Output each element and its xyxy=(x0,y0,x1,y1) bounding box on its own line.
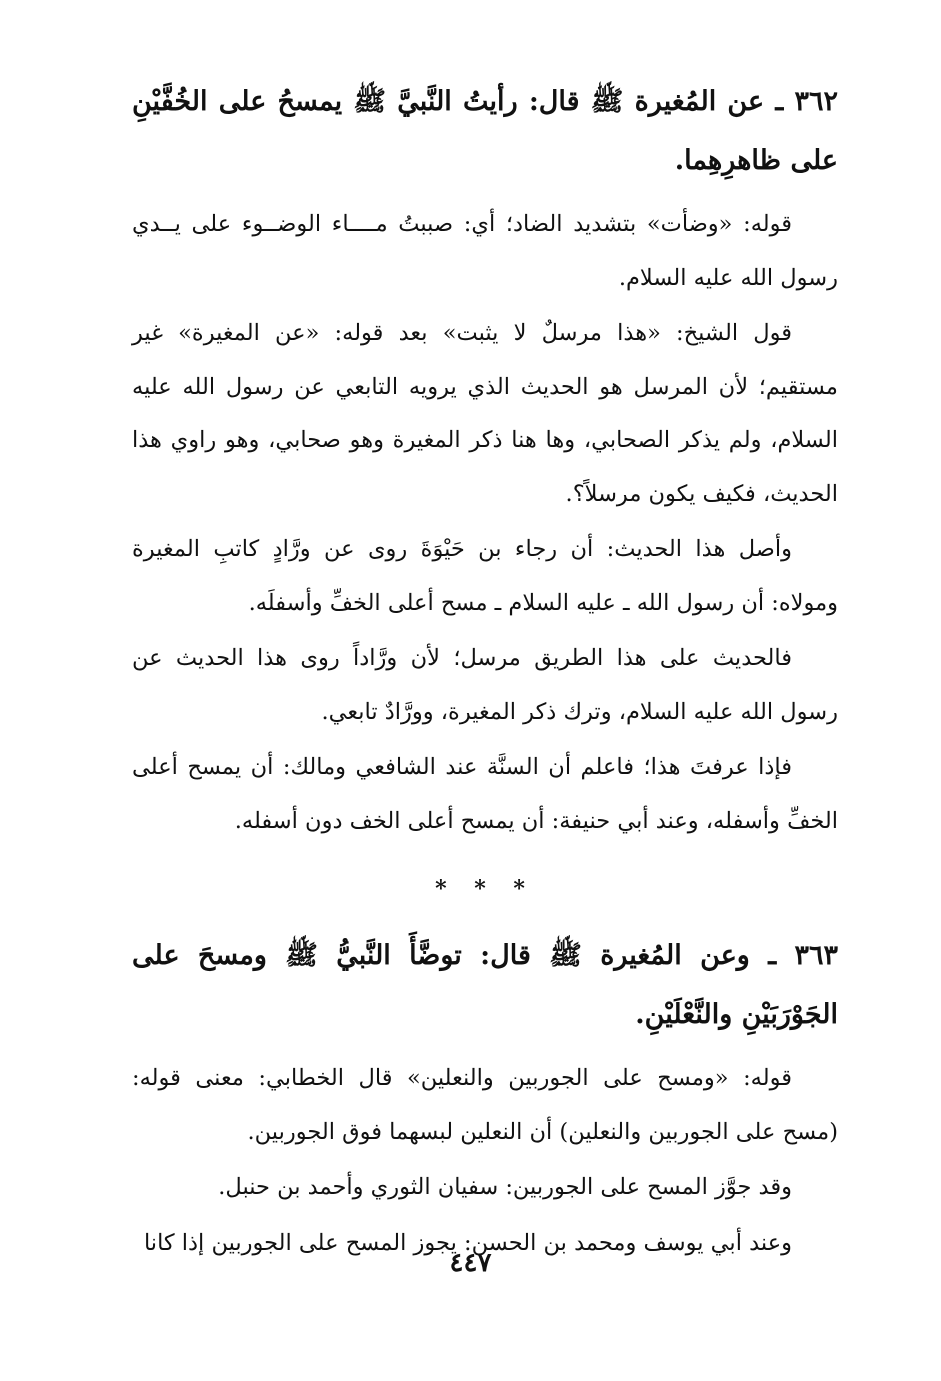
commentary-paragraph: قوله: «ومسح على الجوربين والنعلين» قال الخطابي: معنى قوله: (مسح على الجوربين والنعلين) أن النعلين لبسهما فوق الجوربين. xyxy=(132,1065,838,1145)
section-separator: * * * xyxy=(435,876,535,902)
commentary-paragraph: قوله: «وضأت» بتشديد الضاد؛ أي: صببتُ مــــاء الوضــوء على يــدي رسول الله عليه السلام. xyxy=(132,211,838,291)
commentary-paragraph: قول الشيخ: «هذا مرسلٌ لا يثبت» بعد قوله: «عن المغيرة» غير مستقيم؛ لأن المرسل هو الحديث الذي يرويه التابعي عن رسول الله عليه السلام، ولم يذكر الصحابي، وها هنا ذكر المغيرة وهو صحابي، وهو راوي هذا الحديث، فكيف يكون مرسلاً؟. xyxy=(132,320,838,507)
hadith-363-text: ٣٦٣ ـ وعن المُغيرة ﷺ قال: توضَّأَ النَّبيُّ ﷺ ومسحَ على الجَوْرَبَيْنِ والنَّعْلَيْنِ. xyxy=(132,940,838,1030)
commentary-paragraph: فالحديث على هذا الطريق مرسل؛ لأن ورَّاداً روى هذا الحديث عن رسول الله عليه السلام، وترك ذكر المغيرة، وورَّادٌ تابعي. xyxy=(132,645,838,725)
page-number: ٤٤٧ xyxy=(449,1248,492,1278)
commentary-paragraph: وقد جوَّز المسح على الجوربين: سفيان الثوري وأحمد بن حنبل. xyxy=(218,1174,792,1200)
page-body xyxy=(132,72,838,1272)
commentary-paragraph: فإذا عرفتَ هذا؛ فاعلم أن السنَّة عند الشافعي ومالك: أن يمسح أعلى الخفِّ وأسفله، وعند أبي حنيفة: أن يمسح أعلى الخف دون أسفله. xyxy=(132,754,838,834)
commentary-paragraph: وأصل هذا الحديث: أن رجاء بن حَيْوَةَ روى عن ورَّادٍ كاتبِ المغيرة ومولاه: أن رسول الله ـ عليه السلام ـ مسح أعلى الخفِّ وأسفلَه. xyxy=(132,536,838,616)
commentary-paragraph: وعند أبي يوسف ومحمد بن الحسن: يجوز المسح على الجوربين إذا كانا xyxy=(143,1229,792,1256)
hadith-362-text: ٣٦٢ ـ عن المُغيرة ﷺ قال: رأيتُ النَّبيَّ ﷺ يمسحُ على الخُفَّيْنِ على ظاهرِهِما. xyxy=(132,86,838,176)
